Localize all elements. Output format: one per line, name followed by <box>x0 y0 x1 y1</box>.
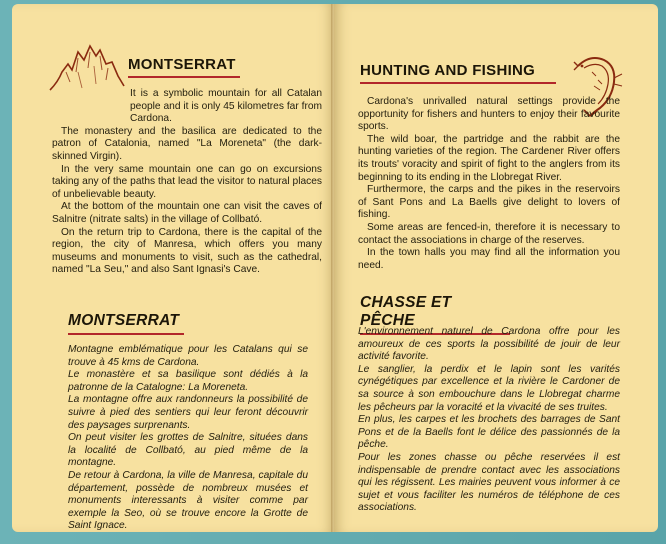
montserrat-fr-title: MONTSERRAT <box>68 312 184 335</box>
en-paragraph: Some areas are fenced-in, therefore it is necessary to contact the associations in charge of the reserves. <box>358 221 620 246</box>
en-paragraph: Furthermore, the carps and the pikes in the reservoirs of Sant Pons and La Baells give delight to lovers of fishing. <box>358 184 620 221</box>
hunting-fishing-en-text <box>358 96 620 272</box>
montserrat-en-text <box>52 88 322 277</box>
fr-paragraph: En plus, les carpes et les brochets des barrages de Sant Pons et de la Baells font le délice des passionnés de la pêche. <box>358 414 620 451</box>
chasse-peche-fr-text <box>358 326 620 515</box>
en-paragraph: At the bottom of the mountain one can visit the caves of Salnitre (nitrate salts) in the village of Collbató. <box>52 201 322 225</box>
fr-paragraph: La montagne offre aux randonneurs la possibilité de suivre à pied des sentiers qui leur feront découvrir des paysages surprenants. <box>68 394 308 431</box>
en-paragraph: The wild boar, the partridge and the rabbit are the hunting varieties of the region. The Cardener River offers its trouts' voracity and spirit of fight to the anglers from its beginning to its ending in the Llobregat River. <box>358 133 620 183</box>
fr-paragraph: De retour à Cardona, la ville de Manresa, capitale du département, possède de nombreux musées et monuments interessants à visiter comme par exemple la Seo, où se trouve encore la Grotte de Saint Ignace. <box>68 469 308 532</box>
montserrat-fr-text <box>68 344 308 533</box>
en-paragraph: In the town halls you may find all the information you need. <box>358 247 620 271</box>
en-paragraph: It is a symbolic mountain for all Catalan people and it is only 45 kilometres far from Cardona. <box>130 88 322 125</box>
hunting-fishing-en-title: HUNTING AND FISHING <box>360 62 556 84</box>
en-paragraph: The monastery and the basilica are dedicated to the patron of Catalonia, named "La Moreneta" (the dark-skinned Virgin). <box>52 125 322 162</box>
fr-paragraph: Le sanglier, la perdix et le lapin sont les varités cynégétiques par excellence et la rivière le Cardoner de sa source à son embouchure dans le Llobregat charme les pêcheurs par la voracité et la vivacité de ses truites. <box>358 363 620 413</box>
left-page <box>12 4 334 532</box>
fr-paragraph: On peut visiter les grottes de Salnitre, situées dans la localité de Collbató, au pied même de la montagne. <box>68 432 308 469</box>
fr-paragraph: Le monastère et sa basilique sont dédiés à la patronne de la Catalogne: La Moreneta. <box>68 369 308 393</box>
fr-paragraph: Montagne emblématique pour les Catalans qui se trouve à 45 kms de Cardona. <box>68 344 308 368</box>
right-page <box>334 4 658 532</box>
mountain-sketch-icon <box>48 42 126 94</box>
chasse-peche-fr-title: CHASSE ET PÊCHE <box>360 294 510 335</box>
en-paragraph: Cardona's unrivalled natural settings provide the opportunity for fishers and hunters to enjoy their favourite sports. <box>358 96 620 133</box>
en-paragraph: On the return trip to Cardona, there is the capital of the region, the city of Manresa, which offers you many museums and monuments to visit, such as the cathedral, named "La Seu," and also Sant Ignasi's Cave. <box>52 226 322 276</box>
fr-paragraph: L'environnement naturel de Cardona offre pour les amoureux de ces sports la possibilité de jouir de leur activité favorite. <box>358 326 620 363</box>
fr-paragraph: Pour les zones chasse ou pêche reservées il est indispensable de prendre contact avec les associations qui les régissent. Les mairies peuvent vous informer à ce sujet et vous faciliter les numéros de téléphone de ces associations. <box>358 451 620 514</box>
montserrat-en-title: MONTSERRAT <box>128 56 240 78</box>
en-paragraph: In the very same mountain one can go on excursions taking any of the paths that lead the visitor to natural places of unbelievable beauty. <box>52 163 322 200</box>
